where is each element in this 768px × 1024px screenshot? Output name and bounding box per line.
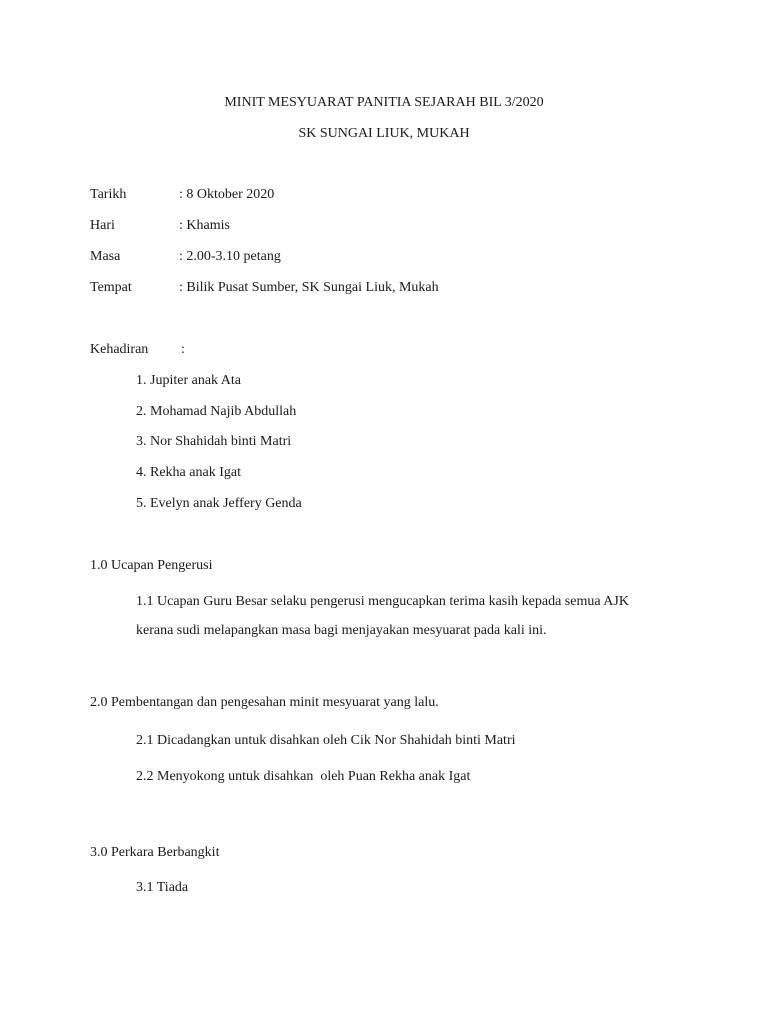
attendance-member: 3. Nor Shahidah binti Matri (136, 434, 292, 449)
detail-value-masa: : 2.00-3.10 petang (179, 249, 281, 264)
detail-value-hari: : Khamis (179, 218, 230, 233)
attendance-member: 4. Rekha anak Igat (136, 465, 241, 480)
section-2-item-2: 2.2 Menyokong untuk disahkan oleh Puan Rekha anak Igat (136, 769, 471, 784)
section-3-item-1: 3.1 Tiada (136, 880, 189, 895)
detail-label-tarikh: Tarikh (90, 187, 127, 202)
detail-label-hari: Hari (90, 218, 115, 233)
section-heading-3: 3.0 Perkara Berbangkit (90, 845, 220, 860)
attendance-member: 1. Jupiter anak Ata (136, 373, 241, 388)
attendance-label: Kehadiran (90, 342, 149, 357)
attendance-member: 2. Mohamad Najib Abdullah (136, 404, 297, 419)
section-1-item-1-line-2: kerana sudi melapangkan masa bagi menjayakan mesyuarat pada kali ini. (136, 623, 547, 638)
section-1-item-1-line-1: 1.1 Ucapan Guru Besar selaku pengerusi mengucapkan terima kasih kepada semua AJK (136, 594, 629, 609)
detail-label-masa: Masa (90, 249, 121, 264)
detail-label-tempat: Tempat (90, 280, 132, 295)
attendance-member: 5. Evelyn anak Jeffery Genda (136, 496, 302, 511)
document-subtitle: SK SUNGAI LIUK, MUKAH (298, 126, 470, 141)
detail-value-tempat: : Bilik Pusat Sumber, SK Sungai Liuk, Mukah (179, 280, 439, 295)
detail-value-tarikh: : 8 Oktober 2020 (179, 187, 275, 202)
attendance-colon: : (181, 342, 185, 357)
section-heading-2: 2.0 Pembentangan dan pengesahan minit mesyuarat yang lalu. (90, 695, 439, 710)
section-2-item-1: 2.1 Dicadangkan untuk disahkan oleh Cik Nor Shahidah binti Matri (136, 733, 516, 748)
section-heading-1: 1.0 Ucapan Pengerusi (90, 558, 213, 573)
document-title: MINIT MESYUARAT PANITIA SEJARAH BIL 3/2020 (224, 95, 544, 110)
